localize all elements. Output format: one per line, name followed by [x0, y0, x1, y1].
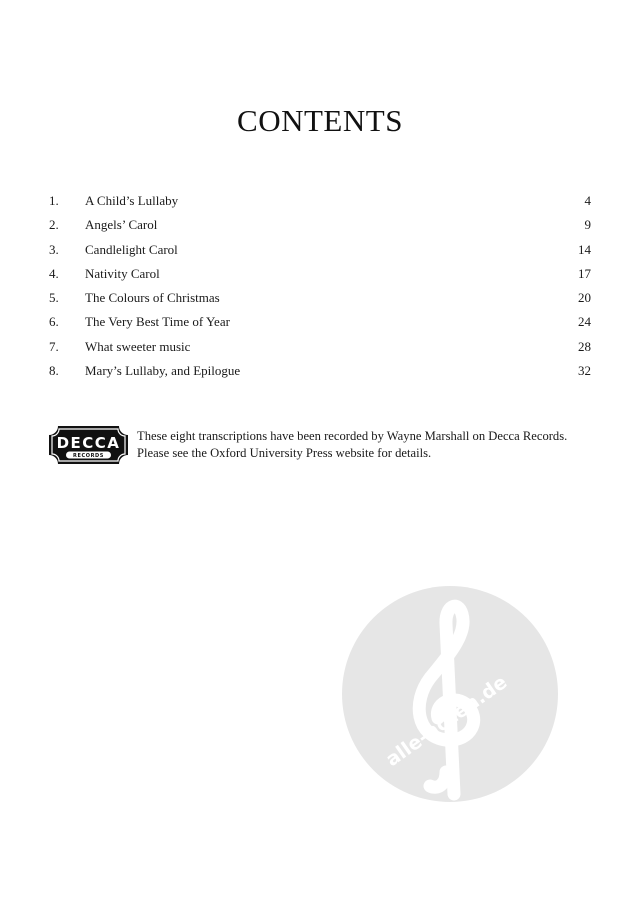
toc-entry-title: The Very Best Time of Year	[85, 314, 230, 330]
toc-entry-page: 4	[584, 193, 591, 208]
recording-notice	[49, 424, 594, 466]
page-title: CONTENTS	[237, 103, 403, 138]
toc-entry	[49, 335, 591, 359]
toc-entry-title: Candlelight Carol	[85, 241, 178, 257]
notice-line-2: Please see the Oxford University Press website for details.	[137, 446, 432, 460]
watermark	[342, 586, 558, 802]
toc-entry-page: 14	[578, 241, 591, 257]
toc-entry-number: 3.	[49, 241, 59, 257]
toc-entry-number: 8.	[49, 363, 59, 379]
logo-subtitle: RECORDS	[73, 453, 104, 459]
toc-entry	[49, 189, 591, 213]
decca-records-logo	[49, 426, 128, 464]
toc-entry-page: 9	[584, 217, 591, 233]
notice-text	[137, 428, 597, 462]
toc-entry	[49, 310, 591, 334]
toc-entry-page: 24	[578, 314, 591, 330]
watermark-text: alle-noten.de	[381, 671, 512, 771]
notice-line-1: These eight transcriptions have been recorded by Wayne Marshall on Decca Records.	[137, 429, 568, 443]
toc-entry-number: 2.	[49, 217, 59, 233]
toc-entry-title: What sweeter music	[85, 338, 191, 354]
table-of-contents	[49, 189, 591, 383]
toc-entry	[49, 262, 591, 286]
toc-entry-title: Nativity Carol	[85, 265, 160, 281]
toc-entry-title: Mary’s Lullaby, and Epilogue	[85, 363, 241, 379]
toc-entry-page: 28	[578, 338, 591, 354]
toc-entry-title: A Child’s Lullaby	[85, 193, 179, 208]
toc-entry-title: The Colours of Christmas	[85, 290, 220, 306]
toc-entry	[49, 238, 591, 262]
toc-entry-number: 7.	[49, 338, 59, 354]
logo-wordmark: DECCA	[56, 434, 121, 452]
toc-entry	[49, 213, 591, 237]
toc-entry-number: 6.	[49, 314, 59, 330]
toc-entry-page: 20	[578, 290, 591, 306]
toc-entry-page: 32	[578, 363, 591, 379]
toc-entry	[49, 359, 591, 383]
toc-entry-page: 17	[578, 265, 591, 281]
toc-entry-number: 4.	[49, 265, 59, 281]
toc-entry-number: 1.	[49, 193, 59, 208]
toc-entry	[49, 286, 591, 310]
toc-entry-number: 5.	[49, 290, 59, 306]
toc-entry-title: Angels’ Carol	[85, 217, 158, 233]
